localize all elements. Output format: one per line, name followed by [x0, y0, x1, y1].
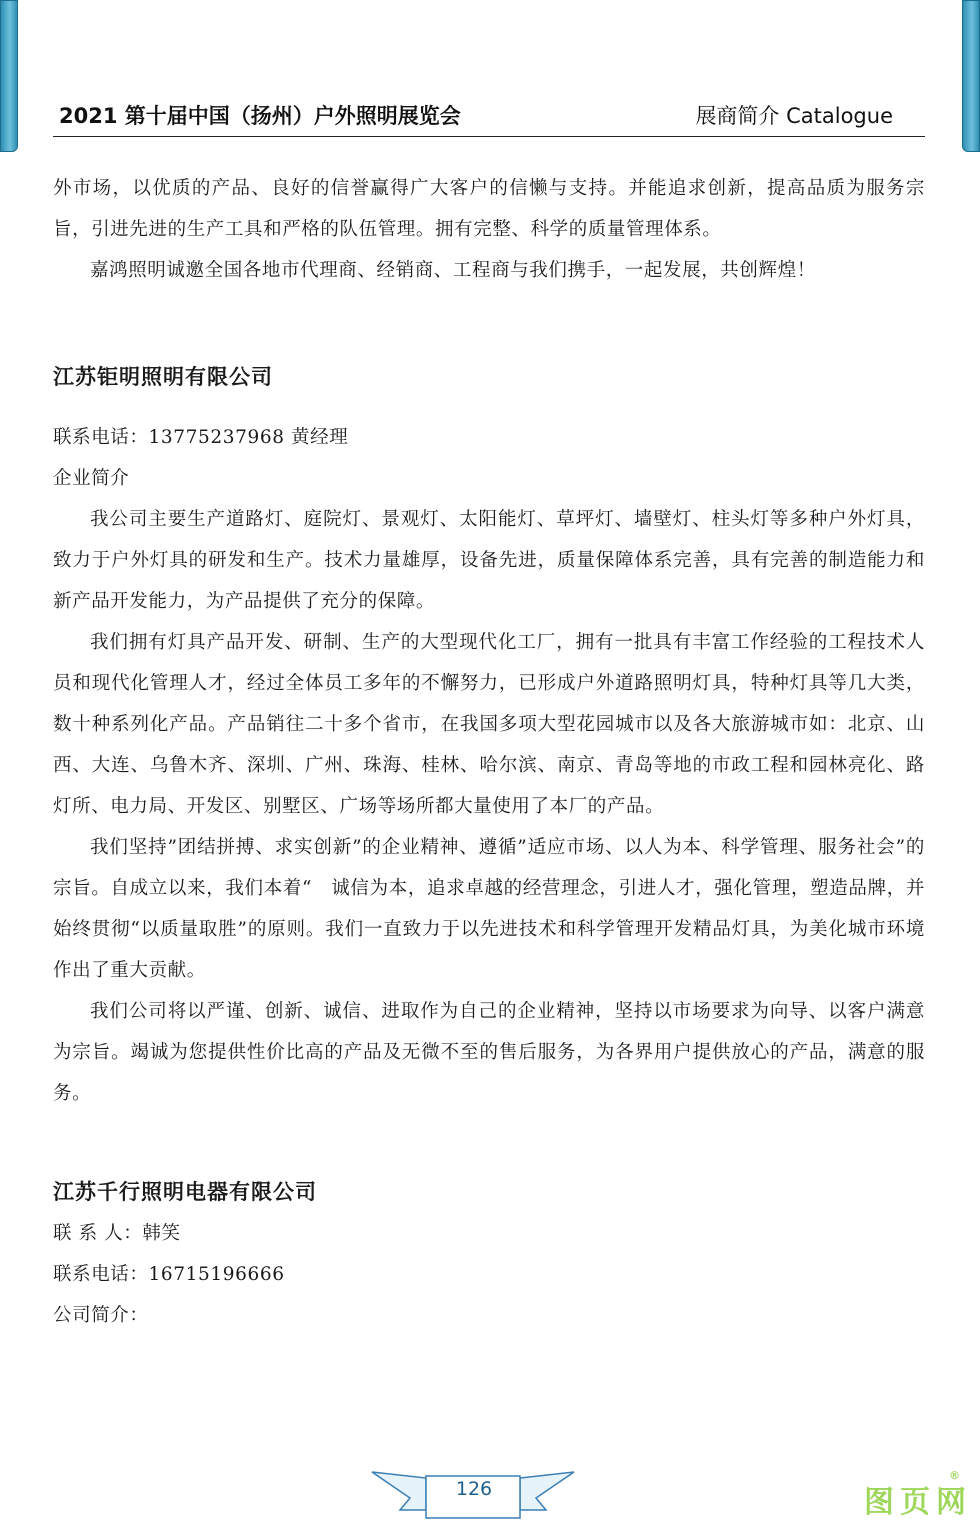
company-2-contact: 联 系 人：韩笑 — [53, 1223, 181, 1244]
company-1-paragraph-2: 我们拥有灯具产品开发、研制、生产的大型现代化工厂，拥有一批具有丰富工作经验的工程技术人员和现代化管理人才，经过全体员工多年的不懈努力，已形成户外道路照明灯具，特种灯具等几大类，数十种系列化产品。产品销往二十多个省市，在我国多项大型花园城市以及各大旅游城市如：北京、山西、大连、乌鲁木齐、深圳、广州、珠海、桂林、哈尔滨、南京、青岛等地的市政工程和园林亮化、路灯所、电力局、开发区、别墅区、广场等场所都大量使用了本厂的产品。 — [53, 632, 925, 817]
registered-mark: ® — [949, 1469, 960, 1482]
header-catalogue-label: 展商简介 Catalogue — [695, 104, 893, 128]
right-side-tab — [962, 0, 980, 152]
company-2-phone: 联系电话：16715196666 — [53, 1264, 285, 1285]
company-1-intro-label: 企业简介 — [53, 468, 130, 489]
page-number: 126 — [455, 1478, 493, 1500]
company-1-paragraph-1: 我公司主要生产道路灯、庭院灯、景观灯、太阳能灯、草坪灯、墙壁灯、柱头灯等多种户外灯具，致力于户外灯具的研发和生产。技术力量雄厚，设备先进，质量保障体系完善，具有完善的制造能力和新产品开发能力，为产品提供了充分的保障。 — [53, 509, 925, 612]
company-2-name: 江苏千行照明电器有限公司 — [53, 1180, 317, 1204]
company-1-phone: 联系电话：13775237968 黄经理 — [53, 427, 349, 448]
left-side-tab — [0, 0, 18, 152]
company-2-intro-label: 公司简介： — [53, 1305, 149, 1326]
intro-invite: 嘉鸿照明诚邀全国各地市代理商、经销商、工程商与我们携手，一起发展，共创辉煌！ — [90, 260, 816, 281]
company-1-name: 江苏钜明照明有限公司 — [53, 365, 273, 389]
header-title: 2021 第十届中国（扬州）户外照明展览会 — [59, 104, 461, 128]
page-footer — [370, 1468, 576, 1523]
page-header — [53, 96, 925, 137]
page-content — [53, 168, 925, 1336]
intro-paragraph: 外市场，以优质的产品、良好的信誉赢得广大客户的信懒与支持。并能追求创新，提高品质为服务宗旨，引进先进的生产工具和严格的队伍管理。拥有完整、科学的质量管理体系。 — [53, 178, 925, 240]
company-1-paragraph-3: 我们坚持”团结拼搏、求实创新”的企业精神、遵循”适应市场、以人为本、科学管理、服务社会”的宗旨。自成立以来，我们本着“ 诚信为本，追求卓越的经营理念，引进人才，强化管理，塑造品牌，并始终贯彻“以质量取胜”的原则。我们一直致力于以先进技术和科学管理开发精品灯具，为美化城市环境作出了重大贡献。 — [53, 837, 925, 981]
watermark-logo — [864, 1469, 972, 1521]
watermark-text: 图页网 — [864, 1485, 972, 1520]
company-1-paragraph-4: 我们公司将以严谨、创新、诚信、进取作为自己的企业精神，坚持以市场要求为向导、以客户满意为宗旨。竭诚为您提供性价比高的产品及无微不至的售后服务，为各界用户提供放心的产品，满意的服务。 — [53, 1001, 925, 1104]
